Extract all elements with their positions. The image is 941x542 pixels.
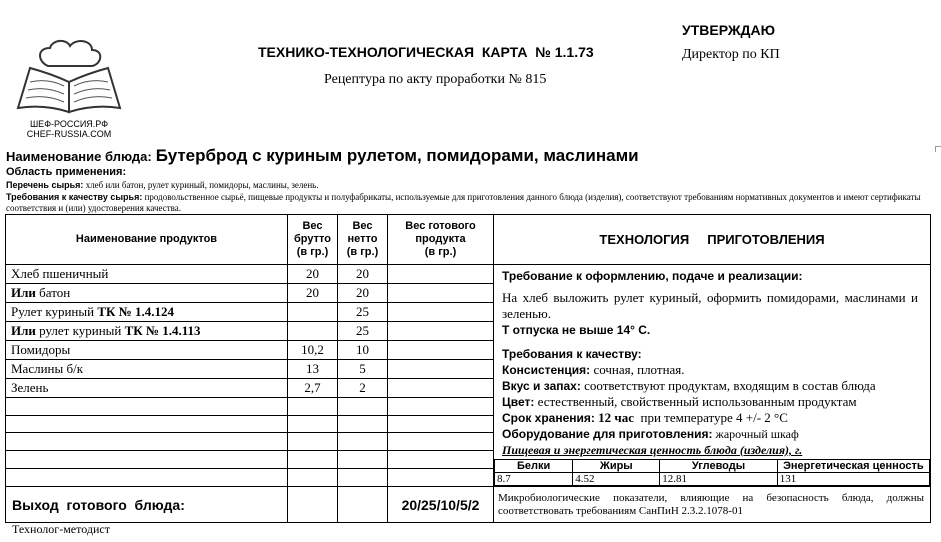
- recipe-reference: Рецептура по акту проработки № 815: [324, 72, 547, 87]
- nutrition-header: Жиры: [573, 460, 660, 473]
- table-row: [6, 265, 931, 284]
- col-header-technology: ТЕХНОЛОГИЯ ПРИГОТОВЛЕНИЯ: [494, 215, 931, 265]
- technology-content: [494, 265, 930, 458]
- net-weight: 20: [338, 265, 388, 284]
- col-header-gross: Вес брутто (в гр.): [288, 215, 338, 265]
- gross-weight: [288, 302, 338, 321]
- yield-label: Выход готового блюда:: [6, 487, 288, 523]
- dish-label: Наименование блюда:: [6, 149, 152, 164]
- net-weight: 2: [338, 378, 388, 397]
- nutrition-value: 131: [777, 473, 929, 486]
- yield-net: [338, 487, 388, 523]
- net-weight: [338, 433, 388, 451]
- gross-weight: 10,2: [288, 340, 338, 359]
- col-header-net: Вес нетто (в гр.): [338, 215, 388, 265]
- application-label: Область применения:: [6, 166, 127, 178]
- recipe-table: [5, 214, 931, 523]
- product-name: Или батон: [6, 283, 288, 302]
- nutrition-table: [494, 459, 930, 486]
- net-weight: 25: [338, 321, 388, 340]
- document-title: ТЕХНИКО-ТЕХНОЛОГИЧЕСКАЯ КАРТА № 1.1.73: [258, 44, 594, 60]
- ready-weight: [388, 378, 494, 397]
- gross-weight: 20: [288, 265, 338, 284]
- gross-weight: [288, 469, 338, 487]
- yield-value: 20/25/10/5/2: [388, 487, 494, 523]
- quality-title: Требования к качеству:: [502, 347, 642, 361]
- nutrition-header: Углеводы: [660, 460, 777, 473]
- col-header-name: Наименование продуктов: [6, 215, 288, 265]
- serving-title: Требование к оформлению, подаче и реализации:: [502, 269, 803, 283]
- technologist-signature: Технолог-методист: [12, 522, 110, 536]
- product-name: [6, 469, 288, 487]
- product-name: Маслины б/к: [6, 359, 288, 378]
- nutrition-header: Энергетическая ценность: [777, 460, 929, 473]
- raw-list-text: хлеб или батон, рулет куриный, помидоры, маслины, зелень.: [85, 180, 319, 190]
- raw-list: [6, 180, 319, 190]
- ready-weight: [388, 321, 494, 340]
- technology-cell: [494, 265, 931, 487]
- quality-requirements-text: продовольственное сырьё, пищевые продукты и полуфабрикаты, используемые для приготовления данного блюда (изделия), соответствуют требованиям нормативных документов и имеют сертификаты соответствия и (или) удостоверения качества.: [6, 192, 921, 213]
- ready-weight: [388, 451, 494, 469]
- quality-requirements-label: Требования к качеству сырья:: [6, 192, 143, 202]
- ready-weight: [388, 283, 494, 302]
- net-weight: [338, 469, 388, 487]
- equipment: Оборудование для приготовления: жарочный шкаф: [502, 427, 799, 441]
- taste-smell: Вкус и запах: соответствуют продуктам, входящим в состав блюда: [502, 378, 876, 393]
- product-name: Помидоры: [6, 340, 288, 359]
- ready-weight: [388, 302, 494, 321]
- ready-weight: [388, 469, 494, 487]
- product-name: [6, 433, 288, 451]
- quality-requirements: [6, 192, 926, 214]
- logo-site-ru: ШЕФ-РОССИЯ.РФ: [29, 119, 109, 129]
- nutrition-value: 8.7: [495, 473, 573, 486]
- logo: [8, 38, 130, 140]
- color: Цвет: естественный, свойственный использованным продуктам: [502, 394, 857, 409]
- micro-text: Микробиологические показатели, влияющие на безопасность блюда, должны соответствовать требованиям СанПиН 2.3.2.1078-01: [494, 487, 931, 523]
- yield-row: [6, 487, 931, 523]
- serving-text: На хлеб выложить рулет куриный, оформить помидорами, маслинами и зеленью.: [502, 290, 918, 321]
- yield-gross: [288, 487, 338, 523]
- dish-name: Бутерброд с куриным рулетом, помидорами, маслинами: [155, 146, 639, 165]
- gross-weight: [288, 433, 338, 451]
- nutrition-value: 12.81: [660, 473, 777, 486]
- ready-weight: [388, 340, 494, 359]
- product-name: [6, 451, 288, 469]
- gross-weight: [288, 415, 338, 433]
- serving-temperature: Т отпуска не выше 14° С.: [502, 323, 651, 337]
- net-weight: [338, 397, 388, 415]
- dish-line: [6, 146, 639, 166]
- net-weight: 25: [338, 302, 388, 321]
- col-header-ready: Вес готового продукта (в гр.): [388, 215, 494, 265]
- nutrition-header: Белки: [495, 460, 573, 473]
- approval-subtitle: Директор по КП: [682, 47, 780, 62]
- chef-book-icon: [8, 38, 130, 116]
- corner-mark: [935, 146, 941, 152]
- consistency: Консистенция: сочная, плотная.: [502, 362, 685, 377]
- ready-weight: [388, 397, 494, 415]
- gross-weight: 2,7: [288, 378, 338, 397]
- product-name: Или рулет куриный ТК № 1.4.113: [6, 321, 288, 340]
- nutrition-value: 4.52: [573, 473, 660, 486]
- product-name: Рулет куриный ТК № 1.4.124: [6, 302, 288, 321]
- product-name: [6, 397, 288, 415]
- raw-list-label: Перечень сырья:: [6, 180, 84, 190]
- gross-weight: [288, 451, 338, 469]
- logo-site-en: CHEF-RUSSIA.COM: [26, 129, 112, 139]
- net-weight: 20: [338, 283, 388, 302]
- ready-weight: [388, 433, 494, 451]
- net-weight: 10: [338, 340, 388, 359]
- product-name: Зелень: [6, 378, 288, 397]
- nutrition-title: Пищевая и энергетическая ценность блюда (изделия), г.: [502, 443, 803, 457]
- net-weight: [338, 415, 388, 433]
- gross-weight: 20: [288, 283, 338, 302]
- product-name: [6, 415, 288, 433]
- gross-weight: [288, 321, 338, 340]
- product-name: Хлеб пшеничный: [6, 265, 288, 284]
- storage: Срок хранения: 12 час при температуре 4 +/- 2 °С: [502, 410, 788, 425]
- ready-weight: [388, 265, 494, 284]
- net-weight: 5: [338, 359, 388, 378]
- approval-title: УТВЕРЖДАЮ: [682, 22, 776, 38]
- gross-weight: [288, 397, 338, 415]
- ready-weight: [388, 359, 494, 378]
- gross-weight: 13: [288, 359, 338, 378]
- net-weight: [338, 451, 388, 469]
- ready-weight: [388, 415, 494, 433]
